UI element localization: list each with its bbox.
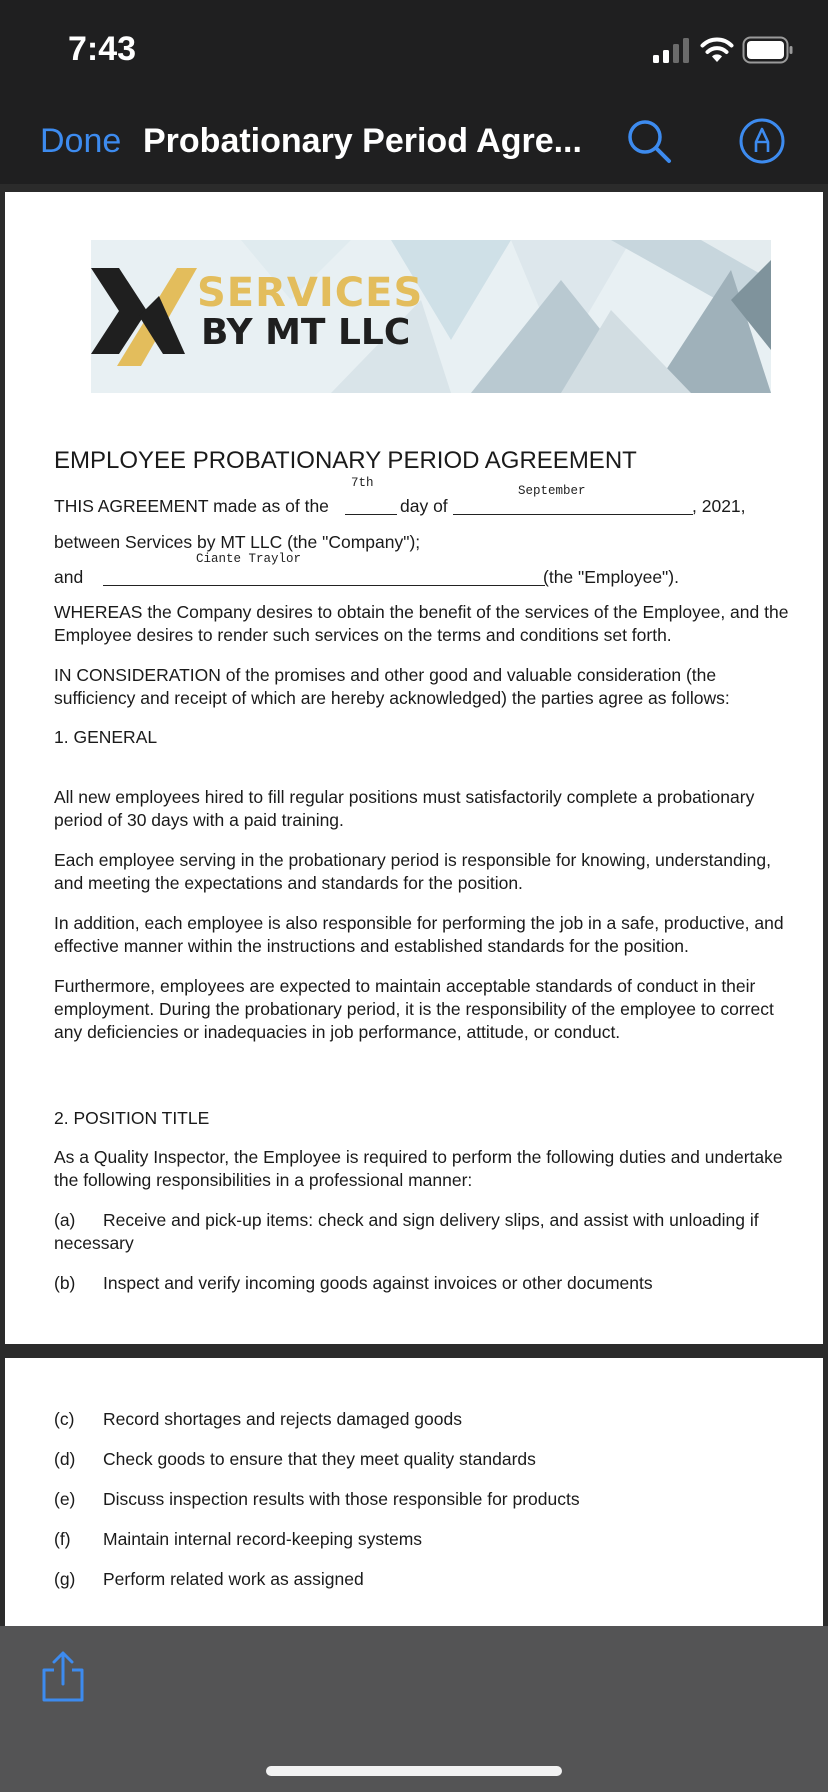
duty-text: Perform related work as assigned (103, 1569, 364, 1589)
bottom-toolbar (0, 1626, 828, 1792)
logo-x-mark (91, 266, 199, 366)
status-bar (0, 0, 828, 96)
duty-a-continuation: necessary (54, 1233, 134, 1253)
filled-employee-name: Ciante Traylor (196, 552, 302, 566)
wifi-icon (700, 34, 734, 64)
duty-text: Discuss inspection results with those responsible for products (103, 1489, 580, 1509)
general-paragraph-3: In addition, each employee is also responsible for performing the job in a safe, productive, and effective manner within the instructions and established standards for the position. (54, 913, 784, 956)
duty-text: Maintain internal record-keeping systems (103, 1529, 423, 1549)
duty-letter: (d) (54, 1449, 76, 1469)
year-text: , 2021, (692, 496, 746, 516)
filled-day: 7th (351, 476, 374, 490)
status-time: 7:43 (68, 30, 137, 68)
filled-month: September (518, 484, 586, 498)
consideration-paragraph: IN CONSIDERATION of the promises and other good and valuable consideration (the sufficiency and receipt of which are hereby acknowledged) the parties agree as follows: (54, 665, 730, 708)
document-title: Probationary Period Agre... (143, 122, 582, 160)
duty-letter: (f) (54, 1529, 71, 1549)
duty-letter: (g) (54, 1569, 76, 1589)
employee-underline (103, 585, 545, 586)
duty-text: Check goods to ensure that they meet quality standards (103, 1449, 536, 1469)
logo-text-line2: BY MT LLC (201, 312, 411, 353)
duty-a-text: Receive and pick-up items: check and sign delivery slips, and assist with unloading if (103, 1210, 759, 1230)
duty-b-letter: (b) (54, 1273, 76, 1293)
search-icon[interactable] (624, 116, 674, 166)
day-underline (345, 514, 397, 515)
section-1-title: 1. GENERAL (54, 727, 158, 747)
day-of-label: day of (400, 496, 448, 516)
between-line: between Services by MT LLC (the "Company"); (54, 532, 421, 552)
and-label: and (54, 567, 84, 587)
markup-pen-icon[interactable] (737, 116, 787, 166)
cellular-signal-icon (652, 38, 692, 64)
duty-letter: (e) (54, 1489, 76, 1509)
whereas-paragraph: WHEREAS the Company desires to obtain the benefit of the services of the Employee, and the Employee desires to render such services on the terms and conditions set forth. (54, 602, 789, 645)
share-icon[interactable] (40, 1650, 86, 1704)
agreement-intro-prefix: THIS AGREEMENT made as of the (54, 496, 329, 516)
agreement-heading: EMPLOYEE PROBATIONARY PERIOD AGREEMENT (54, 447, 637, 474)
battery-icon (742, 36, 794, 64)
logo-text-line1: SERVICES (197, 270, 424, 316)
done-button[interactable]: Done (40, 122, 122, 160)
employee-suffix: (the "Employee"). (543, 567, 679, 587)
section-2-title: 2. POSITION TITLE (54, 1108, 210, 1128)
position-paragraph: As a Quality Inspector, the Employee is required to perform the following duties and undertake the following responsibilities in a professional manner: (54, 1147, 783, 1190)
general-paragraph-1: All new employees hired to fill regular positions must satisfactorily complete a probationary period of 30 days with a paid training. (54, 787, 755, 830)
nav-bar (0, 96, 828, 184)
document-page-2[interactable] (5, 1358, 823, 1626)
home-indicator[interactable] (266, 1766, 562, 1776)
duty-letter: (c) (54, 1409, 75, 1429)
duty-a-letter: (a) (54, 1210, 76, 1230)
document-page-1[interactable] (5, 192, 823, 1344)
duty-b-text: Inspect and verify incoming goods against invoices or other documents (103, 1273, 653, 1293)
general-paragraph-2: Each employee serving in the probationary period is responsible for knowing, understanding, and meeting the expectations and standards for the position. (54, 850, 771, 893)
duty-text: Record shortages and rejects damaged goods (103, 1409, 462, 1429)
company-logo-banner (91, 240, 771, 393)
general-paragraph-4: Furthermore, employees are expected to maintain acceptable standards of conduct in their employment. During the probationary period, it is the responsibility of the employee to correct any deficiencies or inadequacies in job performance, attitude, or conduct. (54, 976, 774, 1042)
month-underline (453, 514, 693, 515)
